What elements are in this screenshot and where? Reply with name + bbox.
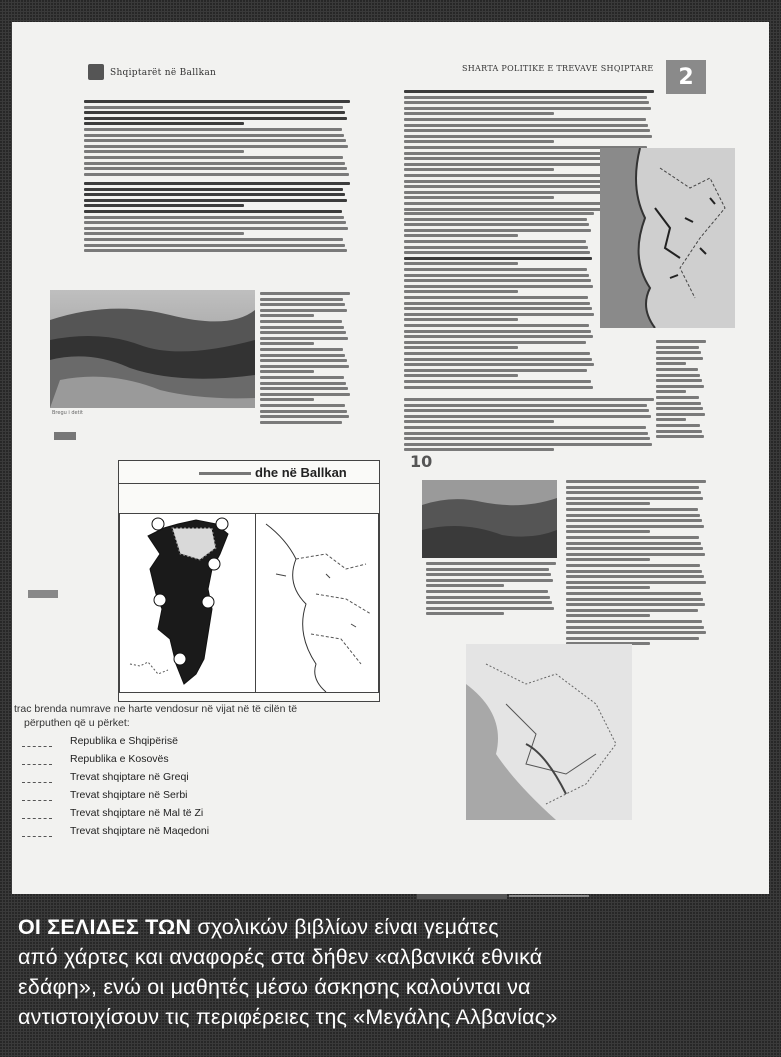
- match-item: [22, 768, 374, 786]
- answer-blank[interactable]: [22, 772, 52, 783]
- text-line: [260, 415, 349, 418]
- text-line: [404, 313, 594, 316]
- text-line: [566, 558, 650, 561]
- match-item-label: Trevat shqiptare në Greqi: [70, 771, 189, 783]
- text-line: [404, 257, 592, 260]
- text-line: [426, 562, 556, 565]
- text-line: [656, 385, 704, 388]
- text-line: [566, 486, 699, 489]
- coastline-image: [50, 290, 255, 408]
- text-line: [404, 415, 651, 418]
- caption-line-3: εδάφη», ενώ οι μαθητές μέσω άσκησης καλούνται να: [18, 975, 531, 999]
- text-line: [84, 128, 342, 131]
- text-line: [404, 96, 647, 99]
- text-line: [260, 354, 345, 357]
- text-line: [84, 249, 347, 252]
- balkan-map-image: [466, 644, 632, 820]
- text-line: [404, 124, 648, 127]
- text-line: [656, 424, 700, 427]
- text-line: [404, 90, 654, 93]
- text-line: [404, 363, 594, 366]
- match-item-label: Republika e Shqipërisë: [70, 735, 178, 747]
- text-line: [84, 167, 347, 170]
- page-tab-marker: [54, 432, 76, 440]
- text-line: [566, 519, 702, 522]
- text-line: [426, 590, 548, 593]
- text-line: [404, 335, 593, 338]
- text-line: [404, 432, 648, 435]
- text-line: [656, 346, 699, 349]
- text-line: [84, 156, 343, 159]
- text-line: [404, 380, 591, 383]
- text-line: [260, 348, 343, 351]
- text-line: [84, 106, 343, 109]
- text-line: [404, 140, 554, 143]
- caption-line-4: αντιστοιχίσουν τις περιφέρειες της «Μεγάλης Αλβανίας»: [18, 1005, 558, 1029]
- text-line: [566, 581, 706, 584]
- exercise-instructions: [14, 702, 374, 840]
- text-line: [404, 420, 554, 423]
- text-line: [656, 418, 686, 421]
- text-line: [566, 609, 698, 612]
- text-line: [656, 357, 703, 360]
- text-line: [260, 421, 342, 424]
- text-line: [426, 568, 549, 571]
- match-item: [22, 822, 374, 840]
- text-line: [404, 409, 649, 412]
- text-line: [84, 182, 350, 185]
- section-number: 10: [410, 452, 433, 471]
- text-line: [404, 324, 589, 327]
- text-line: [404, 212, 594, 215]
- text-line: [404, 118, 646, 121]
- balkan-outline-image: [256, 514, 378, 692]
- text-line: [566, 575, 704, 578]
- text-line: [84, 122, 244, 125]
- text-line: [566, 620, 702, 623]
- left-header-logo: [88, 64, 104, 80]
- text-line: [404, 358, 592, 361]
- text-line: [404, 374, 518, 377]
- text-line: [426, 601, 552, 604]
- text-line: [84, 162, 345, 165]
- match-item-label: Trevat shqiptare në Mal të Zi: [70, 807, 204, 819]
- answer-blank[interactable]: [22, 790, 52, 801]
- text-line: [404, 318, 518, 321]
- instruction-line-1: trac brenda numrave ne harte vendosur në vijat në të cilën të: [14, 703, 298, 715]
- text-line: [260, 410, 347, 413]
- footer-bar: [417, 892, 592, 900]
- text-line: [404, 262, 518, 265]
- answer-blank[interactable]: [22, 736, 52, 747]
- text-line: [404, 426, 646, 429]
- text-line: [404, 112, 554, 115]
- text-line: [84, 204, 244, 207]
- text-line: [656, 351, 701, 354]
- text-line: [426, 596, 550, 599]
- page-number-badge: 2: [666, 60, 706, 94]
- numbered-map-albania: [119, 513, 257, 693]
- text-line: [656, 379, 702, 382]
- historical-map: [600, 148, 735, 328]
- text-line: [260, 309, 347, 312]
- answer-blank[interactable]: [22, 754, 52, 765]
- text-line: [84, 210, 342, 213]
- text-line: [404, 246, 588, 249]
- right-page-header: SHARTA POLITIKE E TREVAVE SHQIPTARE: [462, 64, 654, 73]
- matching-list: [14, 732, 374, 840]
- text-line: [260, 365, 349, 368]
- text-line: [84, 193, 345, 196]
- caption-emphasis: ΟΙ ΣΕΛΙΔΕΣ ΤΩΝ: [18, 915, 192, 939]
- balkan-map: [466, 644, 632, 820]
- text-line: [404, 386, 593, 389]
- text-line: [84, 139, 346, 142]
- text-line: [404, 398, 654, 401]
- text-line: [404, 251, 590, 254]
- instruction-line-2: përputhen që u përket:: [24, 717, 130, 729]
- text-line: [404, 234, 518, 237]
- text-line: [260, 331, 346, 334]
- text-line: [566, 603, 705, 606]
- text-line: [656, 396, 699, 399]
- text-line: [566, 570, 702, 573]
- text-line: [260, 376, 344, 379]
- text-line: [84, 145, 348, 148]
- text-line: [260, 292, 350, 295]
- text-line: [404, 135, 652, 138]
- text-line: [404, 346, 518, 349]
- text-line: [404, 443, 652, 446]
- text-line: [404, 285, 593, 288]
- text-line: [260, 298, 343, 301]
- text-line: [404, 101, 649, 104]
- text-line: [426, 579, 553, 582]
- match-item: [22, 786, 374, 804]
- text-line: [404, 129, 650, 132]
- text-line: [404, 330, 591, 333]
- text-line: [566, 502, 650, 505]
- text-line: [566, 598, 703, 601]
- text-line: [84, 232, 244, 235]
- albania-outline-map: [120, 514, 256, 692]
- text-line: [404, 107, 651, 110]
- match-item-label: Republika e Kosovës: [70, 753, 169, 765]
- match-item: [22, 732, 374, 750]
- text-line: [260, 393, 350, 396]
- text-line: [260, 337, 348, 340]
- text-line: [84, 134, 344, 137]
- text-line: [566, 564, 700, 567]
- text-line: [656, 413, 705, 416]
- text-line: [426, 573, 551, 576]
- text-line: [566, 508, 698, 511]
- text-line: [84, 244, 345, 247]
- text-line: [404, 307, 592, 310]
- text-line: [260, 303, 345, 306]
- text-line: [84, 227, 348, 230]
- text-line: [426, 612, 504, 615]
- text-line: [404, 404, 647, 407]
- text-line: [84, 221, 346, 224]
- text-line: [566, 592, 701, 595]
- match-item: [22, 750, 374, 768]
- caption-line-2: από χάρτες και αναφορές στα δήθεν «αλβανικά εθνικά: [18, 945, 543, 969]
- text-line: [566, 626, 704, 629]
- text-line: [404, 369, 587, 372]
- text-line: [566, 637, 699, 640]
- caption-line-1: [18, 912, 778, 942]
- text-line: [260, 382, 346, 385]
- village-image: [422, 480, 557, 558]
- photo-caption: Bregu i detit: [52, 410, 83, 416]
- text-line: [260, 314, 314, 317]
- left-gray-mark: [28, 590, 58, 598]
- match-item: [22, 804, 374, 822]
- text-line: [404, 274, 589, 277]
- text-line: [404, 279, 591, 282]
- text-line: [656, 374, 700, 377]
- text-line: [404, 223, 589, 226]
- text-line: [656, 340, 706, 343]
- text-line: [260, 404, 345, 407]
- text-line: [656, 362, 686, 365]
- text-line: [566, 514, 700, 517]
- text-line: [566, 525, 704, 528]
- balkan-outline-map: [255, 513, 379, 693]
- text-line: [84, 100, 350, 103]
- text-line: [84, 111, 345, 114]
- text-line: [656, 402, 701, 405]
- match-item-label: Trevat shqiptare në Maqedoni: [70, 825, 210, 837]
- village-photo: [422, 480, 557, 558]
- text-line: [84, 150, 244, 153]
- exercise-title-text: dhe në Ballkan: [255, 465, 347, 480]
- text-line: [566, 480, 706, 483]
- coastline-photo: [50, 290, 255, 408]
- match-item-label: Trevat shqiptare në Serbi: [70, 789, 188, 801]
- text-line: [426, 607, 554, 610]
- text-line: [566, 547, 703, 550]
- article-caption: [18, 912, 778, 1032]
- text-line: [566, 536, 699, 539]
- text-line: [404, 229, 591, 232]
- answer-blank[interactable]: [22, 808, 52, 819]
- text-line: [404, 240, 586, 243]
- text-line: [566, 530, 650, 533]
- text-line: [656, 407, 703, 410]
- region-map-image: [600, 148, 735, 328]
- text-line: [260, 359, 347, 362]
- text-line: [656, 368, 698, 371]
- text-line: [404, 352, 590, 355]
- text-line: [404, 437, 650, 440]
- exercise-title-underline: [199, 472, 251, 475]
- exercise-divider: [119, 483, 379, 484]
- text-line: [84, 117, 347, 120]
- text-line: [566, 553, 705, 556]
- caption-text: σχολικών βιβλίων είναι γεμάτες: [191, 915, 499, 939]
- text-line: [84, 216, 344, 219]
- text-line: [84, 238, 343, 241]
- text-line: [404, 448, 554, 451]
- text-line: [404, 268, 587, 271]
- text-line: [260, 326, 344, 329]
- answer-blank[interactable]: [22, 826, 52, 837]
- text-line: [656, 430, 702, 433]
- text-line: [84, 173, 349, 176]
- text-line: [566, 491, 701, 494]
- text-line: [260, 320, 342, 323]
- text-line: [260, 387, 348, 390]
- exercise-box: [118, 460, 380, 702]
- left-page-header: Shqiptarët në Ballkan: [110, 68, 217, 78]
- text-line: [84, 188, 343, 191]
- text-line: [656, 390, 686, 393]
- text-line: [404, 196, 554, 199]
- text-line: [404, 302, 590, 305]
- text-line: [260, 342, 314, 345]
- text-line: [656, 435, 704, 438]
- text-line: [426, 584, 504, 587]
- text-line: [404, 296, 588, 299]
- text-line: [404, 341, 586, 344]
- text-line: [260, 370, 314, 373]
- text-line: [84, 199, 347, 202]
- text-line: [404, 218, 587, 221]
- exercise-title: [199, 465, 347, 480]
- text-line: [566, 497, 703, 500]
- text-line: [566, 586, 650, 589]
- text-line: [566, 614, 650, 617]
- text-line: [566, 631, 706, 634]
- text-line: [404, 168, 554, 171]
- text-line: [260, 398, 314, 401]
- text-line: [404, 290, 518, 293]
- text-line: [566, 542, 701, 545]
